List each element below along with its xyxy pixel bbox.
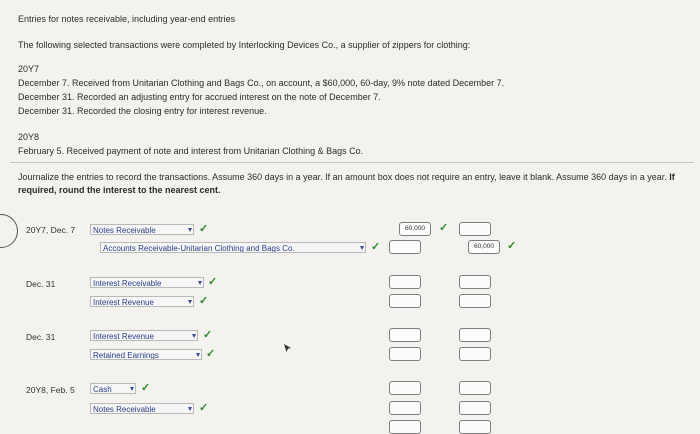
entry-1-date: 20Y7, Dec. 7 — [26, 225, 76, 235]
dropdown-arrow-icon — [192, 334, 196, 338]
entry-4-debit-credit-input[interactable] — [459, 381, 491, 395]
entry-1-debit-amount-input[interactable]: 60,000 — [399, 222, 431, 236]
dropdown-arrow-icon — [188, 300, 192, 304]
dropdown-arrow-icon — [188, 407, 192, 411]
entry-2-debit-account-value: Interest Receivable — [93, 279, 162, 288]
entry-1-debit-account-value: Notes Receivable — [93, 226, 156, 235]
entry-1-credit-account-select[interactable] — [100, 242, 366, 253]
entry-3-debit-amount-input[interactable] — [389, 328, 421, 342]
entry-2-credit-amount-input[interactable] — [459, 294, 491, 308]
entry-2-debit-account-select[interactable] — [90, 277, 204, 288]
entry-2-debit-amount-input[interactable] — [389, 275, 421, 289]
check-icon: ✓ — [371, 241, 381, 253]
section-divider — [10, 162, 694, 163]
check-icon: ✓ — [507, 240, 517, 252]
instructions-text: Journalize the entries to record the transactions. Assume 360 days in a year. If an amount box does not require an entry, leave it blank. Assume 360 days in a year. — [18, 172, 667, 182]
check-icon: ✓ — [439, 222, 449, 234]
entry-4-credit-account-select[interactable] — [90, 403, 194, 414]
check-icon: ✓ — [199, 402, 209, 414]
check-icon: ✓ — [141, 382, 151, 394]
entry-3-credit-account-value: Retained Earnings — [93, 351, 159, 360]
check-icon: ✓ — [199, 223, 209, 235]
entry-3-date: Dec. 31 — [26, 332, 56, 342]
entry-4-date: 20Y8, Feb. 5 — [26, 385, 75, 395]
check-icon: ✓ — [206, 348, 216, 360]
entry-2-debit-credit-input[interactable] — [459, 275, 491, 289]
page-title: Entries for notes receivable, including year-end entries — [18, 14, 236, 24]
dropdown-arrow-icon — [198, 281, 202, 285]
entry-3-credit-account-select[interactable] — [90, 349, 202, 360]
dropdown-arrow-icon — [196, 353, 200, 357]
transaction-dec-31-closing: December 31. Recorded the closing entry for interest revenue. — [18, 106, 267, 116]
instructions-rounding: If required, round the interest to the nearest cent. — [18, 172, 675, 195]
year-label-20y8: 20Y8 — [18, 132, 40, 142]
check-icon: ✓ — [203, 329, 213, 341]
entry-4-debit-account-value: Cash — [93, 385, 112, 394]
entry-1-credit-amount-input[interactable]: 60,000 — [468, 240, 500, 254]
entry-2-date: Dec. 31 — [26, 279, 56, 289]
year-label-20y7: 20Y7 — [18, 64, 40, 74]
transaction-dec-7: December 7. Received from Unitarian Clothing and Bags Co., on account, a $60,000, 60-day, 9% note dated December 7. — [18, 78, 505, 88]
entry-4-debit-amount-input[interactable] — [389, 381, 421, 395]
entry-3-credit-amount-input[interactable] — [459, 347, 491, 361]
entry-2-credit-debit-input[interactable] — [389, 294, 421, 308]
entry-4-debit-account-select[interactable] — [90, 383, 136, 394]
check-icon: ✓ — [199, 295, 209, 307]
entry-3-debit-account-select[interactable] — [90, 330, 198, 341]
entry-4-credit-account-value: Notes Receivable — [93, 405, 156, 414]
dropdown-arrow-icon — [188, 228, 192, 232]
problem-intro: The following selected transactions were completed by Interlocking Devices Co., a supplier of zippers for clothing: — [18, 40, 471, 50]
entry-3-credit-debit-input[interactable] — [389, 347, 421, 361]
check-icon: ✓ — [208, 276, 218, 288]
entry-1-credit-debit-input[interactable] — [389, 240, 421, 254]
entry-4-credit-debit-input[interactable] — [389, 401, 421, 415]
entry-4-credit-amount-input[interactable] — [459, 401, 491, 415]
entry-3-debit-credit-input[interactable] — [459, 328, 491, 342]
transaction-feb-5: February 5. Received payment of note and interest from Unitarian Clothing & Bags Co. — [18, 146, 364, 156]
transaction-dec-31-adjusting: December 31. Recorded an adjusting entry for accrued interest on the note of December 7. — [18, 92, 381, 102]
entry-1-debit-account-select[interactable] — [90, 224, 194, 235]
mouse-pointer-icon — [283, 343, 292, 353]
entry-1-credit-account-value: Accounts Receivable-Unitarian Clothing and Bags Co. — [103, 244, 295, 253]
dropdown-arrow-icon — [360, 246, 364, 250]
instructions — [18, 171, 698, 196]
entry-2-credit-account-select[interactable] — [90, 296, 194, 307]
entry-2-credit-account-value: Interest Revenue — [93, 298, 154, 307]
entry-3-debit-account-value: Interest Revenue — [93, 332, 154, 341]
question-marker — [0, 214, 18, 248]
entry-1-debit-credit-input[interactable] — [459, 222, 491, 236]
dropdown-arrow-icon — [130, 387, 134, 391]
